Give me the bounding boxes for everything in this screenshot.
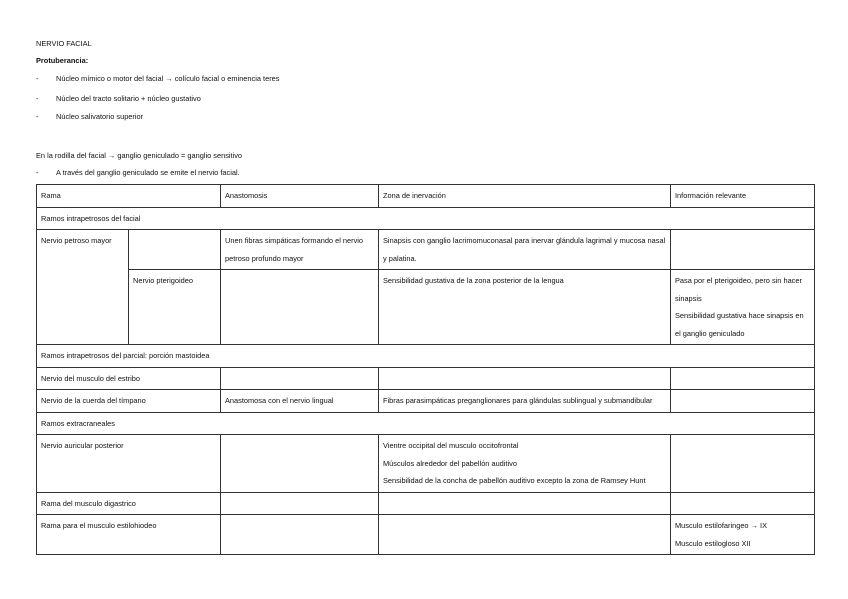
info-petroso-mayor (671, 230, 815, 270)
anastomosis-digastrico (221, 492, 379, 515)
zona-estilohiodeo (379, 515, 671, 555)
anastomosis-cuerda: Anastomosa con el nervio lingual (221, 390, 379, 413)
anastomosis-auricular (221, 435, 379, 493)
zona-estribo (379, 367, 671, 390)
rama-estilohiodeo: Rama para el musculo estilohiodeo (37, 515, 221, 555)
table-row (37, 230, 815, 270)
document-title: NERVIO FACIAL (36, 39, 92, 48)
zona-line: Vientre occipital del musculo occitofrontal (383, 441, 519, 450)
zona-cuerda: Fibras parasimpáticas preganglionares para glándulas sublingual y submandibular (379, 390, 671, 413)
table-row (37, 435, 815, 493)
info-pterigoideo (671, 270, 815, 345)
facial-nerve-table (36, 184, 815, 555)
zona-petroso-mayor: Sinapsis con ganglio lacrimomuconasal para inervar glándula lagrimal y mucosa nasal y palatina. (379, 230, 671, 270)
nucleus-item: - Núcleo salivatorio superior (36, 112, 144, 121)
table-section-row (37, 207, 815, 230)
anastomosis-pterigoideo (221, 270, 379, 345)
info-line: Pasa por el pterigoideo, pero sin hacer sinapsis (675, 276, 802, 303)
info-estribo (671, 367, 815, 390)
info-digastrico (671, 492, 815, 515)
rama-cuerda: Nervio de la cuerda del tímpano (37, 390, 221, 413)
rama-petroso-mayor: Nervio petroso mayor (37, 230, 129, 345)
table-section-row (37, 345, 815, 368)
zona-auricular (379, 435, 671, 493)
section-intrapetroso-parcial: Ramos intrapetrosos del parcial: porción mastoidea (37, 345, 815, 368)
table-row (37, 515, 815, 555)
anastomosis-estilohiodeo (221, 515, 379, 555)
nucleus-item: - Núcleo mímico o motor del facial → colículo facial o eminencia teres (36, 74, 280, 83)
nucleus-item: - Núcleo del tracto solitario + núcleo gustativo (36, 94, 201, 103)
rodilla-bullet: - A través del ganglio geniculado se emite el nervio facial. (36, 168, 240, 177)
protuberancia-label: Protuberancia: (36, 56, 89, 65)
header-zona: Zona de inervación (379, 185, 671, 208)
table-header-row (37, 185, 815, 208)
zona-line: Sensibilidad de la concha de pabellón auditivo excepto la zona de Ramsey Hunt (383, 476, 646, 485)
info-auricular (671, 435, 815, 493)
table-row (37, 367, 815, 390)
nucleus-text: Núcleo del tracto solitario + núcleo gustativo (56, 94, 201, 103)
table-row (37, 270, 815, 345)
rodilla-text: En la rodilla del facial → ganglio geniculado = ganglio sensitivo (36, 151, 243, 160)
rama-digastrico: Rama del musculo digastrico (37, 492, 221, 515)
rama-pterigoideo: Nervio pterigoideo (129, 270, 221, 345)
zona-line: Músculos alrededor del pabellón auditivo (383, 458, 517, 468)
header-anastomosis: Anastomosis (221, 185, 379, 208)
nucleus-text: Núcleo salivatorio superior (56, 112, 144, 121)
info-line: Musculo estilogloso XII (675, 538, 751, 548)
header-info: Información relevante (671, 185, 815, 208)
zona-digastrico (379, 492, 671, 515)
rama-auricular: Nervio auricular posterior (37, 435, 221, 493)
anastomosis-estribo (221, 367, 379, 390)
table-row (37, 390, 815, 413)
empty-cell (129, 230, 221, 270)
rama-estribo: Nervio del musculo del estribo (37, 367, 221, 390)
table-row (37, 492, 815, 515)
info-line: Musculo estilofaringeo → IX (675, 521, 768, 530)
rodilla-bullet-text: A través del ganglio geniculado se emite el nervio facial. (56, 168, 240, 177)
info-line: Sensibilidad gustativa hace sinapsis en el ganglio geniculado (675, 311, 804, 338)
info-estilohiodeo (671, 515, 815, 555)
info-cuerda (671, 390, 815, 413)
zona-pterigoideo: Sensibilidad gustativa de la zona posterior de la lengua (379, 270, 671, 345)
header-rama: Rama (37, 185, 221, 208)
nucleus-text: Núcleo mímico o motor del facial → colículo facial o eminencia teres (56, 74, 280, 83)
section-extracraneales: Ramos extracraneales (37, 412, 815, 435)
table-section-row (37, 412, 815, 435)
section-intrapetroso-facial: Ramos intrapetrosos del facial (37, 207, 815, 230)
anastomosis-petroso-mayor: Unen fibras simpáticas formando el nervio petroso profundo mayor (221, 230, 379, 270)
